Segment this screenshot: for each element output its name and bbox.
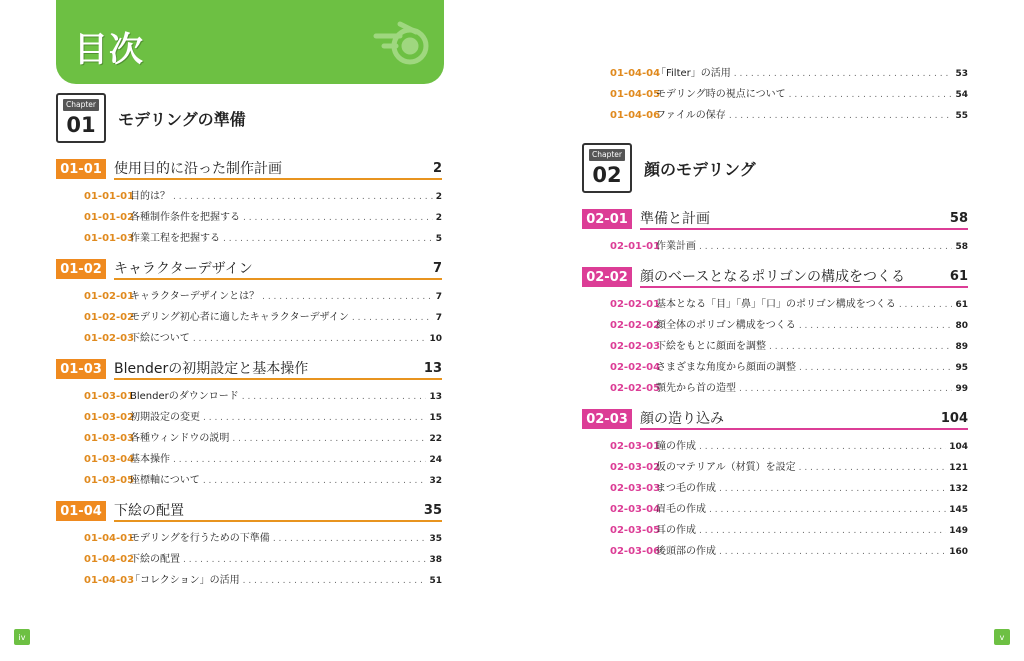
section-page: 13 xyxy=(423,361,442,376)
entry-title: 作業工程を把握する xyxy=(130,233,220,244)
leader-dots xyxy=(719,547,946,557)
entry-title: 顔全体のポリゴン構成をつくる xyxy=(656,320,796,331)
toc-entry[interactable] xyxy=(610,316,968,332)
toc-entry[interactable] xyxy=(84,450,442,466)
entry-title: 「コレクション」の活用 xyxy=(130,575,240,586)
entry-title: 基本操作 xyxy=(130,454,170,465)
toc-entry[interactable] xyxy=(84,529,442,545)
entry-page: 35 xyxy=(429,534,442,544)
blender-logo-icon xyxy=(370,14,436,70)
entry-number: 01-03-01 xyxy=(84,391,135,402)
entry-number: 02-03-05 xyxy=(610,525,661,536)
leader-dots xyxy=(799,463,947,473)
entry-page: 10 xyxy=(429,334,442,344)
toc-entry[interactable] xyxy=(610,437,968,453)
entry-number: 01-03-04 xyxy=(84,454,135,465)
section-title-text: 下絵の配置 xyxy=(114,503,184,519)
entry-page: 95 xyxy=(955,363,968,373)
section-title-text: キャラクターデザイン xyxy=(114,261,253,277)
entry-page: 5 xyxy=(435,234,442,244)
entry-title: キャラクターデザインとは？ xyxy=(130,291,260,302)
leader-dots xyxy=(223,234,433,244)
section-badge: 01-02 xyxy=(56,259,106,279)
section-title xyxy=(114,358,442,380)
leader-dots xyxy=(719,484,946,494)
entry-title: Blenderのダウンロード xyxy=(130,391,239,402)
chapter-label: Chapter xyxy=(63,99,99,111)
entry-title: 下絵をもとに顔面を調整 xyxy=(656,341,766,352)
section-02-02[interactable] xyxy=(582,266,968,288)
section-page: 58 xyxy=(949,211,968,226)
entry-page: 99 xyxy=(955,384,968,394)
toc-entry[interactable] xyxy=(84,329,442,345)
section-badge: 02-03 xyxy=(582,409,632,429)
entry-number: 02-03-06 xyxy=(610,546,661,557)
entry-page: 145 xyxy=(949,505,968,515)
entry-page: 61 xyxy=(955,300,968,310)
toc-entry[interactable] xyxy=(610,85,968,101)
entry-page: 80 xyxy=(955,321,968,331)
leader-dots xyxy=(729,111,953,121)
toc-entry[interactable] xyxy=(610,542,968,558)
section-page: 61 xyxy=(949,269,968,284)
leader-dots xyxy=(173,192,433,202)
leader-dots xyxy=(183,555,426,565)
entry-number: 01-04-01 xyxy=(84,533,135,544)
section-01-02[interactable] xyxy=(56,258,442,280)
toc-entry[interactable] xyxy=(610,479,968,495)
entry-title: ファイルの保存 xyxy=(656,110,726,121)
leader-dots xyxy=(739,384,952,394)
entry-page: 149 xyxy=(949,526,968,536)
entry-page: 55 xyxy=(955,111,968,121)
entry-number: 02-03-03 xyxy=(610,483,661,494)
section-page: 104 xyxy=(940,411,968,426)
entry-title: 「Filter」の活用 xyxy=(656,68,731,79)
section-01-03[interactable] xyxy=(56,358,442,380)
entry-title: 各種制作条件を把握する xyxy=(130,212,240,223)
entry-title: モデリングを行うための下準備 xyxy=(130,533,270,544)
leader-dots xyxy=(203,476,427,486)
leader-dots xyxy=(262,292,433,302)
chapter-title: モデリングの準備 xyxy=(118,109,246,129)
leader-dots xyxy=(242,392,427,402)
leader-dots xyxy=(243,576,427,586)
toc-entry[interactable] xyxy=(84,187,442,203)
chapter-number: 02 xyxy=(592,163,622,187)
entry-title: 下絵の配置 xyxy=(130,554,180,565)
entry-page: 2 xyxy=(435,213,442,223)
entry-title: 仮のマテリアル（材質）を設定 xyxy=(656,462,796,473)
entry-page: 121 xyxy=(949,463,968,473)
leader-dots xyxy=(193,334,427,344)
entry-number: 01-01-03 xyxy=(84,233,135,244)
toc-entry[interactable] xyxy=(84,408,442,424)
entry-page: 13 xyxy=(429,392,442,402)
section-page: 35 xyxy=(423,503,442,518)
entry-title: 耳の作成 xyxy=(656,525,696,536)
entry-number: 01-03-05 xyxy=(84,475,135,486)
entry-number: 01-03-03 xyxy=(84,433,135,444)
entry-number: 02-03-04 xyxy=(610,504,661,515)
leader-dots xyxy=(352,313,433,323)
section-title-text: 顔の造り込み xyxy=(640,411,724,427)
entry-number: 01-04-02 xyxy=(84,554,135,565)
entry-page: 58 xyxy=(955,242,968,252)
toc-entry[interactable] xyxy=(610,295,968,311)
entry-number: 01-04-03 xyxy=(84,575,135,586)
entry-page: 160 xyxy=(949,547,968,557)
entry-page: 89 xyxy=(955,342,968,352)
entry-number: 01-04-06 xyxy=(610,110,661,121)
section-page: 2 xyxy=(432,161,442,176)
toc-title: 目次 xyxy=(74,30,144,70)
entry-title: 作業計画 xyxy=(656,241,696,252)
chapter-number: 01 xyxy=(66,113,96,137)
entry-page: 22 xyxy=(429,434,442,444)
section-badge: 01-03 xyxy=(56,359,106,379)
entry-number: 02-01-01 xyxy=(610,241,661,252)
section-title xyxy=(114,500,442,522)
entry-number: 01-04-05 xyxy=(610,89,661,100)
chapter-box xyxy=(56,93,106,143)
toc-entry[interactable] xyxy=(84,471,442,487)
entry-page: 32 xyxy=(429,476,442,486)
entry-title: 基本となる「目」「鼻」「口」のポリゴン構成をつくる xyxy=(656,299,896,310)
entry-title: 目的は？ xyxy=(130,191,170,202)
entry-page: 24 xyxy=(429,455,442,465)
toc-entry[interactable] xyxy=(84,429,442,445)
entry-number: 02-03-01 xyxy=(610,441,661,452)
entry-number: 02-02-05 xyxy=(610,383,661,394)
toc-entry[interactable] xyxy=(610,337,968,353)
leader-dots xyxy=(203,413,426,423)
entry-number: 01-03-02 xyxy=(84,412,135,423)
entry-page: 38 xyxy=(429,555,442,565)
toc-entry[interactable] xyxy=(84,550,442,566)
chapter-title: 顔のモデリング xyxy=(644,159,756,179)
chapter-01 xyxy=(56,93,246,143)
page-number-right: v xyxy=(994,629,1010,645)
entry-page: 7 xyxy=(435,292,442,302)
entry-number: 02-03-02 xyxy=(610,462,661,473)
entry-number: 01-02-01 xyxy=(84,291,135,302)
entry-title: モデリング初心者に適したキャラクターデザイン xyxy=(130,312,349,323)
entry-title: 眉毛の作成 xyxy=(656,504,706,515)
entry-page: 53 xyxy=(955,69,968,79)
entry-number: 01-01-01 xyxy=(84,191,135,202)
toc-entry[interactable] xyxy=(84,287,442,303)
toc-entry[interactable] xyxy=(610,64,968,80)
entry-number: 01-04-04 xyxy=(610,68,661,79)
entry-title: まつ毛の作成 xyxy=(656,483,716,494)
leader-dots xyxy=(699,442,946,452)
toc-entry[interactable] xyxy=(610,106,968,122)
toc-entry[interactable] xyxy=(610,458,968,474)
toc-entry[interactable] xyxy=(84,571,442,587)
section-badge: 01-01 xyxy=(56,159,106,179)
entry-number: 01-01-02 xyxy=(84,212,135,223)
toc-entry[interactable] xyxy=(610,237,968,253)
entry-title: 各種ウィンドウの説明 xyxy=(130,433,230,444)
leader-dots xyxy=(734,69,953,79)
entry-title: 下絵について xyxy=(130,333,190,344)
section-title-text: 準備と計画 xyxy=(640,211,710,227)
section-title xyxy=(640,408,968,430)
chapter-02 xyxy=(582,143,756,193)
section-02-01[interactable] xyxy=(582,208,968,230)
entry-title: さまざまな角度から顔面の調整 xyxy=(656,362,796,373)
section-badge: 02-01 xyxy=(582,209,632,229)
leader-dots xyxy=(173,455,426,465)
toc-entry[interactable] xyxy=(84,387,442,403)
chapter-label: Chapter xyxy=(589,149,625,161)
leader-dots xyxy=(699,242,952,252)
entry-page: 2 xyxy=(435,192,442,202)
entry-page: 54 xyxy=(955,90,968,100)
entry-title: 瞳の作成 xyxy=(656,441,696,452)
entry-page: 7 xyxy=(435,313,442,323)
entry-page: 132 xyxy=(949,484,968,494)
leader-dots xyxy=(699,526,946,536)
entry-number: 02-02-03 xyxy=(610,341,661,352)
entry-title: 後頭部の作成 xyxy=(656,546,716,557)
toc-entry[interactable] xyxy=(84,208,442,224)
leader-dots xyxy=(232,434,426,444)
section-badge: 02-02 xyxy=(582,267,632,287)
section-page: 7 xyxy=(432,261,442,276)
toc-entry[interactable] xyxy=(610,379,968,395)
entry-number: 02-02-01 xyxy=(610,299,661,310)
entry-title: 初期設定の変更 xyxy=(130,412,200,423)
section-title-text: 顔のベースとなるポリゴンの構成をつくる xyxy=(640,269,906,285)
entry-number: 02-02-04 xyxy=(610,362,661,373)
section-title-text: Blenderの初期設定と基本操作 xyxy=(114,361,309,377)
entry-page: 15 xyxy=(429,413,442,423)
toc-entry[interactable] xyxy=(84,308,442,324)
entry-number: 01-02-03 xyxy=(84,333,135,344)
entry-title: モデリング時の視点について xyxy=(656,89,786,100)
leader-dots xyxy=(243,213,433,223)
entry-page: 104 xyxy=(949,442,968,452)
entry-number: 01-02-02 xyxy=(84,312,135,323)
entry-page: 51 xyxy=(429,576,442,586)
section-01-01[interactable] xyxy=(56,158,442,180)
section-01-04[interactable] xyxy=(56,500,442,522)
entry-title: 座標軸について xyxy=(130,475,200,486)
leader-dots xyxy=(799,321,953,331)
section-title xyxy=(640,266,968,288)
toc-entry[interactable] xyxy=(610,521,968,537)
leader-dots xyxy=(789,90,953,100)
leader-dots xyxy=(709,505,946,515)
section-title xyxy=(114,158,442,180)
toc-entry[interactable] xyxy=(84,229,442,245)
section-title-text: 使用目的に沿った制作計画 xyxy=(114,161,282,177)
toc-entry[interactable] xyxy=(610,500,968,516)
leader-dots xyxy=(799,363,952,373)
toc-header xyxy=(56,0,444,84)
entry-title: 顎先から首の造型 xyxy=(656,383,736,394)
section-title xyxy=(114,258,442,280)
leader-dots xyxy=(899,300,953,310)
toc-entry[interactable] xyxy=(610,358,968,374)
section-02-03[interactable] xyxy=(582,408,968,430)
page-number-left: iv xyxy=(14,629,30,645)
section-title xyxy=(640,208,968,230)
chapter-box xyxy=(582,143,632,193)
entry-number: 02-02-02 xyxy=(610,320,661,331)
section-badge: 01-04 xyxy=(56,501,106,521)
leader-dots xyxy=(273,534,427,544)
leader-dots xyxy=(769,342,952,352)
